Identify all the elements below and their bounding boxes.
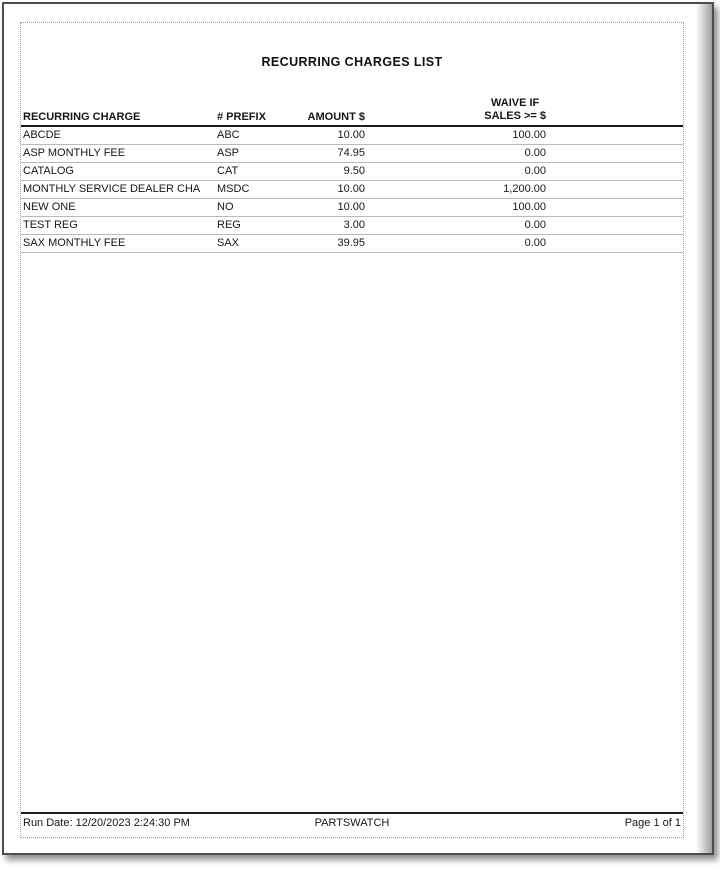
cell-prefix: SAX bbox=[217, 237, 240, 249]
cell-waive: 1,200.00 bbox=[503, 183, 546, 195]
cell-prefix: REG bbox=[217, 219, 241, 231]
page-number: Page 1 of 1 bbox=[624, 817, 681, 829]
table-row bbox=[21, 163, 683, 181]
application-name: PARTSWATCH bbox=[314, 817, 390, 829]
cell-recurring-charge: ASP MONTHLY FEE bbox=[23, 147, 126, 159]
frame-edge-shadow bbox=[696, 4, 712, 853]
cell-waive: 100.00 bbox=[512, 201, 546, 213]
cell-recurring-charge: ABCDE bbox=[23, 129, 61, 141]
table-row bbox=[21, 235, 683, 253]
cell-prefix: NO bbox=[217, 201, 234, 213]
cell-recurring-charge: NEW ONE bbox=[23, 201, 76, 213]
cell-waive: 0.00 bbox=[524, 219, 546, 231]
table-row bbox=[21, 199, 683, 217]
table-row bbox=[21, 181, 683, 199]
cell-recurring-charge: TEST REG bbox=[23, 219, 78, 231]
cell-waive: 100.00 bbox=[512, 129, 546, 141]
cell-amount: 10.00 bbox=[337, 129, 365, 141]
charges-table-body bbox=[21, 127, 683, 253]
cell-amount: 74.95 bbox=[337, 147, 365, 159]
cell-amount: 3.00 bbox=[343, 219, 365, 231]
cell-prefix: CAT bbox=[217, 165, 239, 177]
cell-recurring-charge: MONTHLY SERVICE DEALER CHA bbox=[23, 183, 201, 195]
cell-prefix: ABC bbox=[217, 129, 240, 141]
cell-amount: 9.50 bbox=[343, 165, 365, 177]
cell-prefix: MSDC bbox=[217, 183, 250, 195]
table-header-row bbox=[21, 97, 683, 127]
cell-waive: 0.00 bbox=[524, 165, 546, 177]
cell-prefix: ASP bbox=[217, 147, 240, 159]
cell-recurring-charge: SAX MONTHLY FEE bbox=[23, 237, 126, 249]
run-date: Run Date: 12/20/2023 2:24:30 PM bbox=[23, 817, 190, 829]
col-header-waive-line1: WAIVE IF bbox=[490, 97, 540, 109]
table-row bbox=[21, 217, 683, 235]
col-header-amount: AMOUNT $ bbox=[307, 111, 365, 123]
col-header-prefix: # PREFIX bbox=[217, 111, 266, 123]
table-row bbox=[21, 127, 683, 145]
report-footer bbox=[21, 812, 683, 829]
report-page bbox=[20, 22, 684, 838]
report-preview-frame bbox=[2, 2, 714, 855]
report-title: RECURRING CHARGES LIST bbox=[261, 55, 443, 69]
cell-recurring-charge: CATALOG bbox=[23, 165, 74, 177]
cell-amount: 39.95 bbox=[337, 237, 365, 249]
col-header-waive-line2: SALES >= $ bbox=[484, 110, 546, 122]
col-header-recurring-charge: RECURRING CHARGE bbox=[23, 111, 141, 123]
cell-waive: 0.00 bbox=[524, 147, 546, 159]
cell-amount: 10.00 bbox=[337, 201, 365, 213]
table-row bbox=[21, 145, 683, 163]
recurring-charges-table bbox=[21, 97, 683, 253]
cell-waive: 0.00 bbox=[524, 237, 546, 249]
col-header-waive bbox=[365, 97, 546, 123]
cell-amount: 10.00 bbox=[337, 183, 365, 195]
